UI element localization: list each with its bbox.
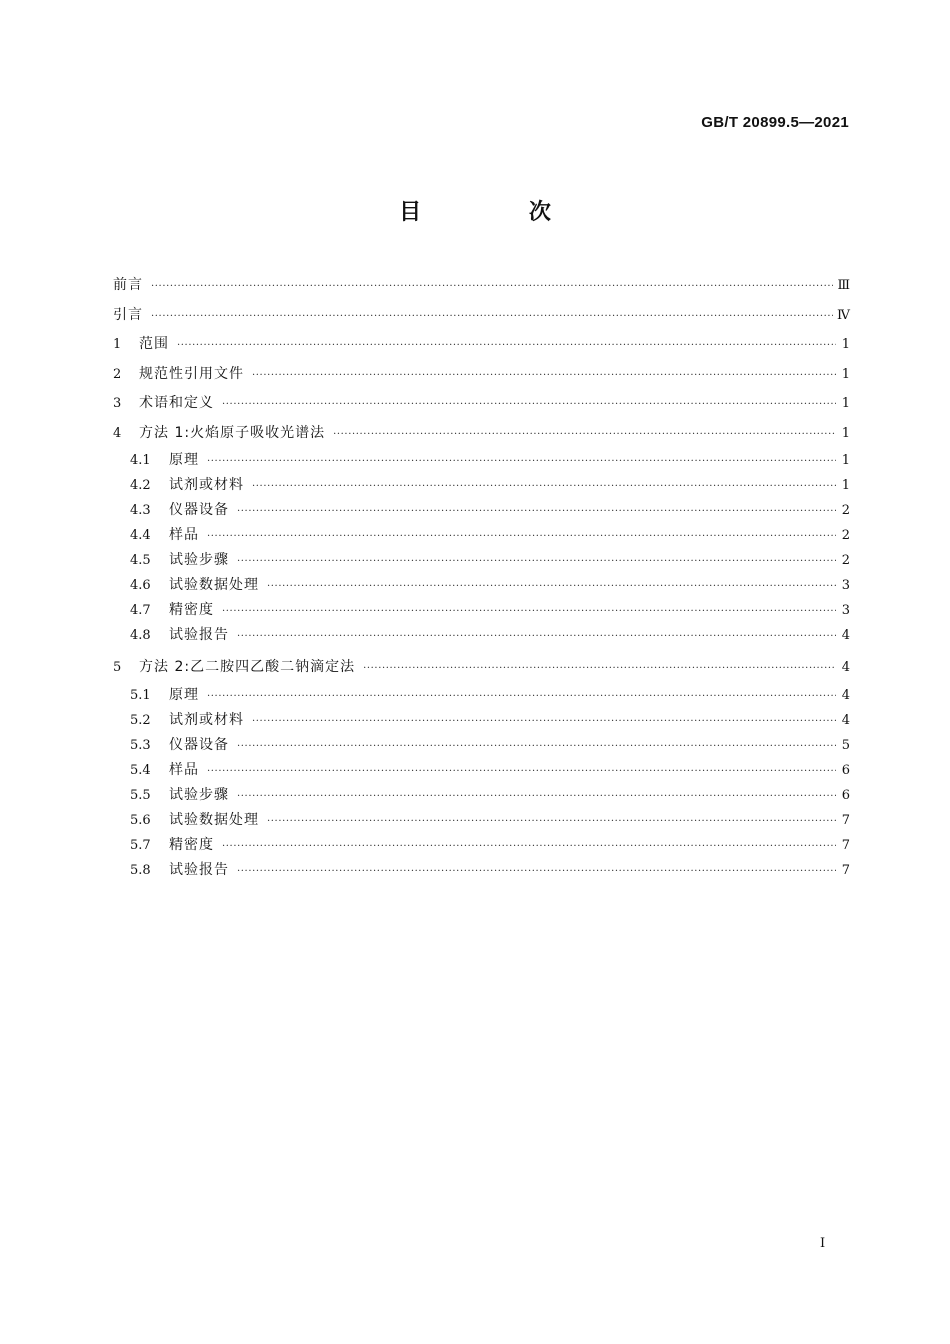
page-title: 目 次 xyxy=(399,200,601,225)
toc-dot-leader xyxy=(267,809,836,834)
toc-entry-page: 7 xyxy=(841,862,850,878)
toc-entry-page: 3 xyxy=(841,603,850,618)
toc-entry-number: 5 xyxy=(113,660,122,675)
toc-entry[interactable] xyxy=(113,623,850,648)
toc-entry-number: 5.4 xyxy=(130,762,151,778)
toc-dot-leader xyxy=(333,420,836,450)
toc-dot-leader xyxy=(222,390,836,420)
toc-entry[interactable] xyxy=(113,301,850,331)
toc-entry[interactable] xyxy=(113,389,850,419)
toc-entry-label: 方法 2:乙二胺四乙酸二钠滴定法 xyxy=(139,659,356,675)
toc-entry-page: 2 xyxy=(841,528,850,543)
toc-entry-number: 4.7 xyxy=(130,603,151,618)
toc-entry-label: 规范性引用文件 xyxy=(139,365,244,382)
toc-entry-label: 引言 xyxy=(113,306,143,323)
toc-entry-number: 1 xyxy=(113,337,122,352)
toc-dot-leader xyxy=(237,499,836,524)
toc-entry-page: 1 xyxy=(841,425,850,441)
toc-entry-label: 原理 xyxy=(169,452,199,468)
toc-entry-page: Ⅲ xyxy=(837,278,850,293)
toc-dot-leader xyxy=(151,272,833,302)
toc-dot-leader xyxy=(222,834,836,859)
toc-entry[interactable] xyxy=(113,783,850,808)
toc-entry-page: 2 xyxy=(841,553,850,568)
toc-entry[interactable] xyxy=(113,708,850,733)
toc-entry-label: 样品 xyxy=(169,761,199,778)
toc-dot-leader xyxy=(363,654,836,684)
toc-entry-number: 5.2 xyxy=(130,712,151,728)
toc-entry[interactable] xyxy=(113,858,850,883)
toc-entry-label: 前言 xyxy=(113,277,143,293)
toc-dot-leader xyxy=(237,624,836,649)
toc-entry-number: 4 xyxy=(113,425,122,441)
footer-page-number: I xyxy=(820,1236,826,1251)
standard-number: GB/T 20899.5—2021 xyxy=(701,114,849,131)
toc-entry-page: 1 xyxy=(841,396,850,411)
toc-entry-number: 4.3 xyxy=(130,503,151,518)
toc-entry-number: 4.2 xyxy=(130,478,151,493)
toc-entry-page: 1 xyxy=(841,366,850,382)
toc-entry[interactable] xyxy=(113,653,850,683)
toc-entry-number: 5.8 xyxy=(130,862,151,878)
toc-entry-page: 4 xyxy=(841,660,850,675)
toc-entry-number: 3 xyxy=(113,396,122,411)
toc-entry-number: 5.3 xyxy=(130,737,151,753)
toc-dot-leader xyxy=(237,734,836,759)
toc-dot-leader xyxy=(207,449,836,474)
toc-entry-label: 术语和定义 xyxy=(139,395,214,411)
toc-entry-number: 5.5 xyxy=(130,787,151,803)
toc-entry-label: 原理 xyxy=(169,686,199,703)
toc-entry-page: 4 xyxy=(841,628,850,643)
toc-dot-leader xyxy=(207,684,836,709)
toc-entry-label: 试验步骤 xyxy=(169,786,229,803)
toc-entry-label: 仪器设备 xyxy=(169,736,229,753)
toc-dot-leader xyxy=(207,524,836,549)
toc-entry-page: 5 xyxy=(841,737,850,753)
toc-entry-page: 4 xyxy=(841,712,850,728)
toc-dot-leader xyxy=(177,331,836,361)
toc-entry-number: 4.6 xyxy=(130,578,151,593)
toc-entry-page: 1 xyxy=(841,453,850,468)
toc-entry-page: 1 xyxy=(841,478,850,493)
toc-entry-label: 仪器设备 xyxy=(169,502,229,518)
toc-entry[interactable] xyxy=(113,523,850,548)
toc-entry[interactable] xyxy=(113,573,850,598)
toc-entry-label: 精密度 xyxy=(169,836,214,853)
toc-entry[interactable] xyxy=(113,473,850,498)
toc-entry-label: 试验数据处理 xyxy=(169,811,259,828)
toc-entry-page: 6 xyxy=(841,787,850,803)
toc-entry-number: 4.5 xyxy=(130,553,151,568)
toc-entry-number: 4.1 xyxy=(130,453,151,468)
toc-entry-page: 6 xyxy=(841,762,850,778)
toc-entry-number: 5.7 xyxy=(130,837,151,853)
toc-entry-label: 试剂或材料 xyxy=(169,711,244,728)
toc-dot-leader xyxy=(222,599,836,624)
toc-entry-label: 试验步骤 xyxy=(169,552,229,568)
toc-entry[interactable] xyxy=(113,683,850,708)
toc-entry-page: 4 xyxy=(841,687,850,703)
toc-entry-label: 试剂或材料 xyxy=(169,477,244,493)
toc-entry[interactable] xyxy=(113,548,850,573)
toc-entry-number: 4.4 xyxy=(130,528,151,543)
toc-entry[interactable] xyxy=(113,360,850,390)
toc-entry-label: 试验数据处理 xyxy=(169,577,259,593)
toc-entry[interactable] xyxy=(113,733,850,758)
toc-entry-label: 试验报告 xyxy=(169,861,229,878)
toc-entry-page: 2 xyxy=(841,503,850,518)
toc-entry[interactable] xyxy=(113,419,850,449)
toc-entry-number: 5.6 xyxy=(130,812,151,828)
toc-dot-leader xyxy=(252,709,836,734)
toc-entry-label: 范围 xyxy=(139,336,169,352)
toc-entry[interactable] xyxy=(113,448,850,473)
toc-entry-number: 5.1 xyxy=(130,687,151,703)
toc-entry-page: 1 xyxy=(841,337,850,352)
toc-entry-label: 试验报告 xyxy=(169,627,229,643)
toc-dot-leader xyxy=(237,549,836,574)
toc-entry[interactable] xyxy=(113,833,850,858)
toc-dot-leader xyxy=(237,784,836,809)
toc-entry[interactable] xyxy=(113,598,850,623)
toc-entry-page: 3 xyxy=(841,578,850,593)
toc-entry[interactable] xyxy=(113,330,850,360)
table-of-contents xyxy=(113,271,850,883)
toc-dot-leader xyxy=(252,474,836,499)
toc-entry-label: 方法 1:火焰原子吸收光谱法 xyxy=(139,424,326,441)
toc-dot-leader xyxy=(252,361,836,391)
toc-entry-label: 样品 xyxy=(169,527,199,543)
toc-entry[interactable] xyxy=(113,271,850,301)
toc-entry[interactable] xyxy=(113,498,850,523)
toc-entry-page: 7 xyxy=(841,837,850,853)
toc-entry[interactable] xyxy=(113,758,850,783)
toc-entry-page: Ⅳ xyxy=(837,307,850,323)
toc-entry-page: 7 xyxy=(841,812,850,828)
toc-entry-number: 2 xyxy=(113,366,122,382)
toc-dot-leader xyxy=(267,574,836,599)
toc-dot-leader xyxy=(151,302,833,332)
toc-entry-label: 精密度 xyxy=(169,602,214,618)
toc-dot-leader xyxy=(237,859,836,884)
toc-entry-number: 4.8 xyxy=(130,628,151,643)
toc-dot-leader xyxy=(207,759,836,784)
toc-entry[interactable] xyxy=(113,808,850,833)
